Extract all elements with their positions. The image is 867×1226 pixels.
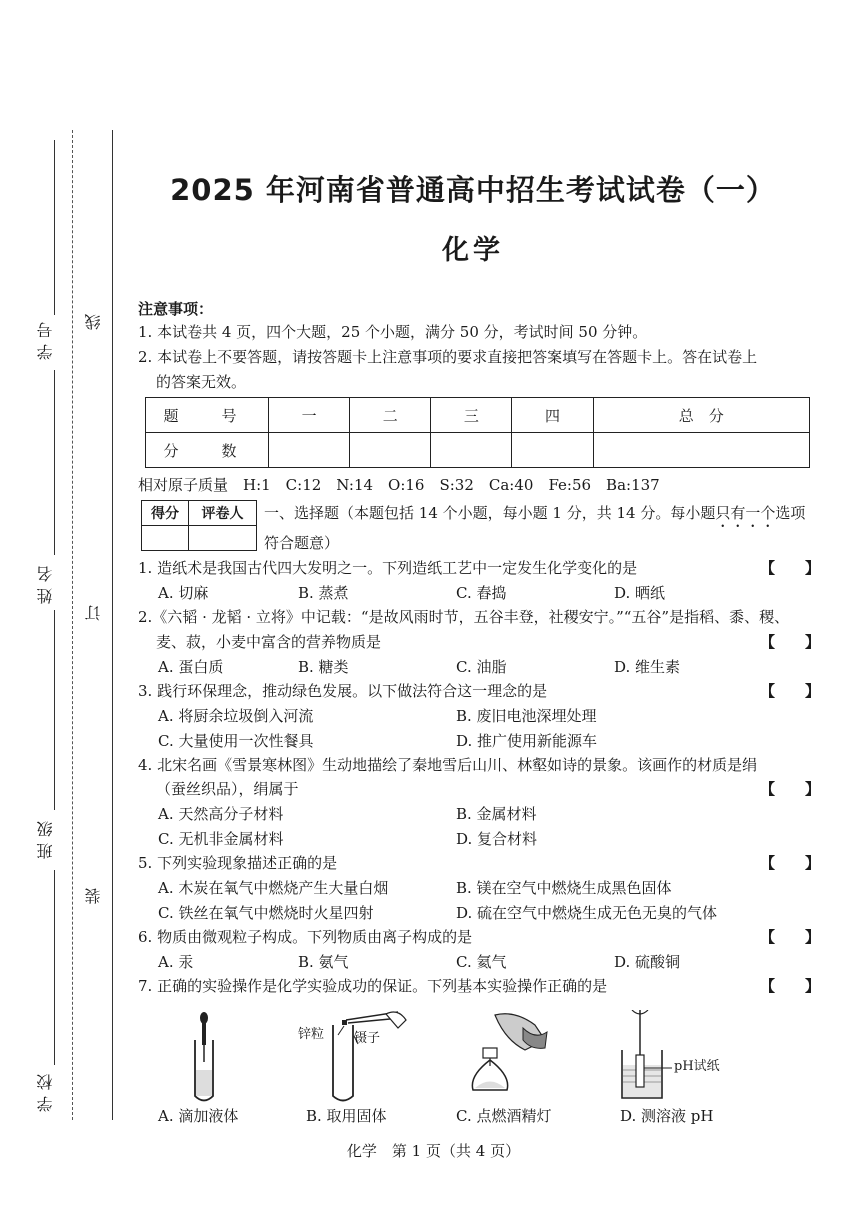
dropper-test-tube-figure bbox=[175, 1010, 235, 1105]
exam-title: 2025 年河南省普通高中招生考试试卷（一） bbox=[170, 173, 776, 207]
question-7-option-c: C. 点燃酒精灯 bbox=[456, 1107, 552, 1125]
question-5-option-b: B. 镁在空气中燃烧生成黑色固体 bbox=[456, 879, 672, 897]
question-1-option-a: A. 切麻 bbox=[158, 584, 209, 602]
score-table-cell: 分 数 bbox=[146, 433, 269, 468]
question-3-option-d: D. 推广使用新能源车 bbox=[456, 732, 598, 750]
page-footer: 化学 第 1 页（共 4 页） bbox=[346, 1142, 521, 1160]
question-3-option-a: A. 将厨余垃圾倒入河流 bbox=[158, 707, 314, 725]
score-table bbox=[145, 397, 810, 468]
score-table-cell: 二 bbox=[350, 398, 431, 433]
question-7-option-b: B. 取用固体 bbox=[306, 1107, 387, 1125]
field-class-label: 班级 bbox=[36, 815, 55, 859]
exam-subject: 化学 bbox=[442, 235, 504, 266]
question-7-option-a: A. 滴加液体 bbox=[158, 1107, 239, 1125]
answer-bracket: 【 】 bbox=[760, 633, 821, 651]
question-6-stem: 6. 物质由微观粒子构成。下列物质由离子构成的是 bbox=[138, 928, 473, 946]
question-2-option-a: A. 蛋白质 bbox=[158, 658, 224, 676]
grader-score-box bbox=[142, 526, 189, 551]
answer-bracket: 【 】 bbox=[760, 977, 821, 995]
question-2-option-c: C. 油脂 bbox=[456, 658, 507, 676]
notice-item-2b: 的答案无效。 bbox=[156, 373, 247, 391]
notice-item-2a: 2. 本试卷上不要答题，请按答题卡上注意事项的要求直接把答案填写在答题卡上。答在试卷上 bbox=[138, 348, 758, 366]
section-1-heading bbox=[264, 501, 816, 555]
question-4-option-c: C. 无机非金属材料 bbox=[158, 830, 284, 848]
question-2-option-d: D. 维生素 bbox=[614, 658, 681, 676]
score-box bbox=[512, 433, 593, 468]
question-1-option-b: B. 蒸煮 bbox=[298, 584, 349, 602]
field-name-label: 姓名 bbox=[36, 560, 55, 604]
question-3-stem: 3. 践行环保理念，推动绿色发展。以下做法符合这一理念的是 bbox=[138, 682, 548, 700]
question-6-option-d: D. 硫酸铜 bbox=[614, 953, 681, 971]
answer-bracket: 【 】 bbox=[760, 682, 821, 700]
section-1-emphasis: 只有一个 bbox=[715, 504, 776, 522]
binding-mark-pack: 装 bbox=[84, 888, 103, 904]
question-1-option-d: D. 晒纸 bbox=[614, 584, 666, 602]
question-4-option-d: D. 复合材料 bbox=[456, 830, 538, 848]
binding-mark-bind: 订 bbox=[84, 605, 103, 621]
question-3-option-b: B. 废旧电池深埋处理 bbox=[456, 707, 597, 725]
question-2-stem-cont: 麦、菽，小麦中富含的营养物质是 bbox=[156, 633, 382, 651]
question-6-option-b: B. 氨气 bbox=[298, 953, 349, 971]
zinc-label: 锌粒 bbox=[298, 1027, 325, 1042]
question-7-option-d: D. 测溶液 pH bbox=[620, 1107, 714, 1125]
binding-cut-line bbox=[72, 130, 73, 1120]
field-school-label: 学校 bbox=[36, 1068, 55, 1112]
notice-item-1: 1. 本试卷共 4 页，四个大题，25 个小题，满分 50 分，考试时间 50 分钟。 bbox=[138, 323, 648, 341]
score-box bbox=[269, 433, 350, 468]
question-4-stem: 4. 北宋名画《雪景寒林图》生动地描绘了秦地雪后山川、林壑如诗的景象。该画作的材质是绢 bbox=[138, 756, 758, 774]
score-table-cell: 三 bbox=[431, 398, 512, 433]
score-table-cell: 一 bbox=[269, 398, 350, 433]
field-student-id-line bbox=[54, 140, 55, 315]
field-student-id-label: 学号 bbox=[36, 316, 55, 360]
score-table-score-row bbox=[146, 433, 810, 468]
ph-paper-label: pH试纸 bbox=[674, 1059, 720, 1074]
notice-heading: 注意事项： bbox=[138, 300, 214, 318]
question-5-option-d: D. 硫在空气中燃烧生成无色无臭的气体 bbox=[456, 904, 718, 922]
question-7-stem: 7. 正确的实验操作是化学实验成功的保证。下列基本实验操作正确的是 bbox=[138, 977, 608, 995]
answer-bracket: 【 】 bbox=[760, 780, 821, 798]
field-class-line bbox=[54, 610, 55, 810]
section-1-heading-tail: 选项符合题意） bbox=[264, 504, 806, 552]
binding-border-line bbox=[112, 130, 113, 1120]
binding-mark-line: 线 bbox=[84, 314, 103, 330]
answer-bracket: 【 】 bbox=[760, 854, 821, 872]
answer-bracket: 【 】 bbox=[760, 928, 821, 946]
question-5-option-a: A. 木炭在氧气中燃烧产生大量白烟 bbox=[158, 879, 389, 897]
question-4-option-b: B. 金属材料 bbox=[456, 805, 537, 823]
score-table-cell: 题 号 bbox=[146, 398, 269, 433]
grader-name-label: 评卷人 bbox=[188, 501, 256, 526]
question-2-stem: 2.《六韬 · 龙韬 · 立将》中记载：“是故风雨时节，五谷丰登，社稷安宁。”“五谷”是指稻、黍、稷、 bbox=[138, 608, 790, 626]
question-4-stem-cont: （蚕丝织品），绢属于 bbox=[156, 780, 299, 798]
atomic-mass-line: 相对原子质量 H:1 C:12 N:14 O:16 S:32 Ca:40 Fe:56 Ba:137 bbox=[138, 476, 660, 494]
grader-box bbox=[141, 500, 257, 551]
question-5-stem: 5. 下列实验现象描述正确的是 bbox=[138, 854, 338, 872]
alcohol-lamp-figure bbox=[465, 1010, 555, 1105]
question-6-option-a: A. 汞 bbox=[158, 953, 194, 971]
question-3-option-c: C. 大量使用一次性餐具 bbox=[158, 732, 314, 750]
score-table-cell: 总 分 bbox=[593, 398, 809, 433]
field-name-line bbox=[54, 370, 55, 555]
answer-bracket: 【 】 bbox=[760, 559, 821, 577]
question-1-stem: 1. 造纸术是我国古代四大发明之一。下列造纸工艺中一定发生化学变化的是 bbox=[138, 559, 638, 577]
section-1-heading-text: 一、选择题（本题包括 14 个小题，每小题 1 分，共 14 分。每小题 bbox=[264, 504, 716, 522]
question-2-option-b: B. 糖类 bbox=[298, 658, 349, 676]
score-table-header-row bbox=[146, 398, 810, 433]
score-box bbox=[593, 433, 809, 468]
score-box bbox=[431, 433, 512, 468]
grader-name-box bbox=[188, 526, 256, 551]
question-6-option-c: C. 氦气 bbox=[456, 953, 507, 971]
field-school-line bbox=[54, 870, 55, 1065]
grader-score-label: 得分 bbox=[142, 501, 189, 526]
score-table-cell: 四 bbox=[512, 398, 593, 433]
tweezers-label: 镊子 bbox=[354, 1031, 381, 1046]
score-box bbox=[350, 433, 431, 468]
question-5-option-c: C. 铁丝在氧气中燃烧时火星四射 bbox=[158, 904, 374, 922]
question-1-option-c: C. 舂捣 bbox=[456, 584, 507, 602]
question-4-option-a: A. 天然高分子材料 bbox=[158, 805, 284, 823]
